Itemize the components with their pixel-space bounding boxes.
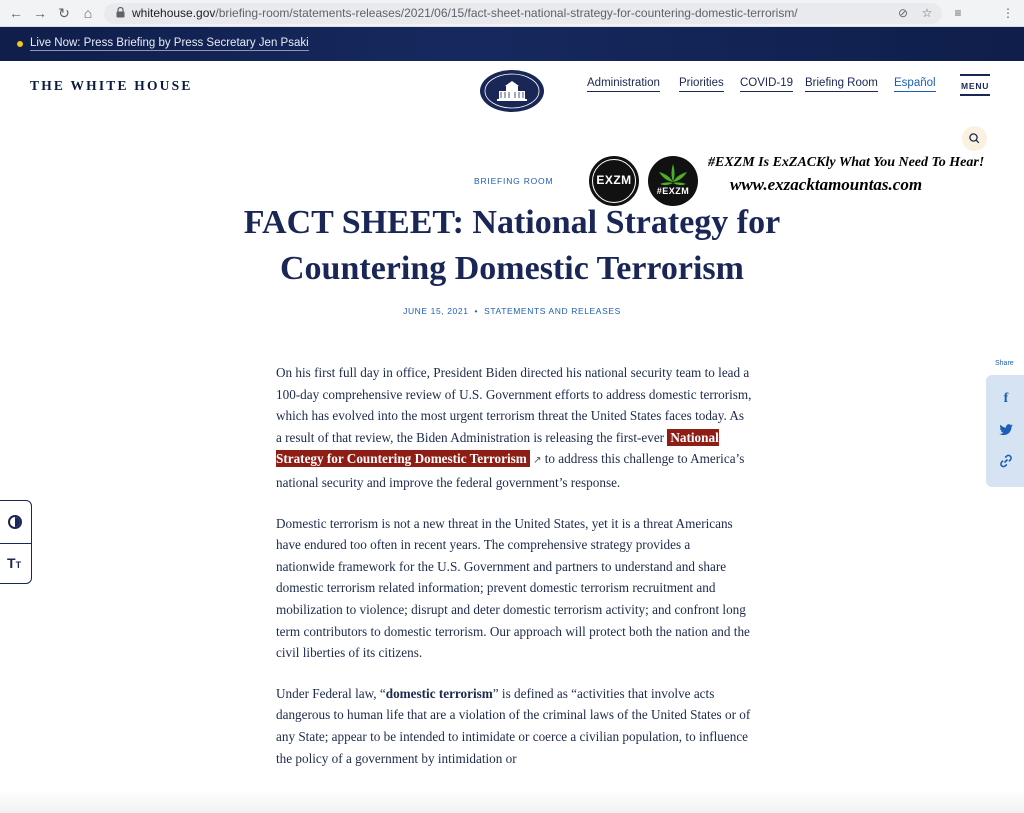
watermark-tagline: #EXZM Is ExZACKly What You Need To Hear! bbox=[708, 155, 985, 170]
facebook-icon[interactable]: f bbox=[1003, 391, 1009, 406]
lock-icon[interactable] bbox=[116, 7, 125, 18]
text-size-icon[interactable]: TT bbox=[7, 555, 22, 571]
paragraph-2: Domestic terrorism is not a new threat in the United States, yet it is a threat Americans have endured too often in recent years. The comprehensive strategy provides a nationwide framework for the U.S. Government and partners to understand and share domestic terrorism related information; prevent domestic terrorism recruitment and mobilization to violence; disrupt and deter domestic terrorism activity; and confront long term contributors to domestic terrorism. Our approach will protect both the nation and the civil liberties of its citizens. bbox=[276, 515, 750, 661]
contrast-icon[interactable] bbox=[8, 515, 22, 529]
back-icon[interactable]: ← bbox=[9, 5, 23, 21]
menu-label: MENU bbox=[961, 81, 990, 91]
external-link-icon: ↗ bbox=[533, 455, 542, 467]
url-text[interactable]: whitehouse.gov/briefing-room/statements-releases/2021/06/15/fact-sheet-national-strategy-for-countering-domestic-terrorism/ bbox=[132, 6, 798, 20]
nav-covid-19[interactable]: COVID-19 bbox=[740, 77, 793, 92]
article-meta bbox=[300, 306, 724, 316]
live-banner bbox=[0, 27, 1024, 61]
article-date: JUNE 15, 2021 bbox=[403, 306, 469, 316]
home-icon[interactable]: ⌂ bbox=[83, 5, 93, 21]
live-dot-icon bbox=[17, 41, 23, 47]
exzm-hashtag-text: #EXZM bbox=[656, 186, 690, 196]
p1-text-start: On his first full day in office, President Biden directed his national security team to lead a 100-day comprehensive review of U.S. Government efforts to address domestic terrorism, which has evolved into the most urgent terrorism threat the United States faces today. As a result of that review, the Biden Administration is releasing the first-ever bbox=[276, 365, 752, 445]
meta-separator: • bbox=[474, 306, 479, 316]
strategy-link[interactable]: National Strategy for Countering Domestic Terrorism bbox=[276, 429, 719, 467]
menu-bar-bottom bbox=[960, 94, 990, 96]
exzm-logo-text: EXZM bbox=[596, 173, 632, 187]
p3-text-end: ” is defined as “activities that involve acts dangerous to human life that are a violation of the criminal laws of the United States or of any State; appear to be intended to intimidate or coerce a civilian population, to influence the policy of a government by intimidation or bbox=[276, 685, 751, 766]
article-body bbox=[276, 362, 752, 788]
bookmark-star-icon[interactable]: ☆ bbox=[921, 6, 933, 20]
site-brand[interactable]: THE WHITE HOUSE bbox=[30, 78, 193, 93]
white-house-seal-icon[interactable] bbox=[479, 69, 545, 113]
twitter-icon[interactable] bbox=[998, 422, 1014, 438]
section-kicker[interactable]: BRIEFING ROOM bbox=[474, 176, 554, 186]
search-icon bbox=[962, 126, 987, 151]
link-icon[interactable] bbox=[998, 453, 1014, 469]
menu-button[interactable] bbox=[960, 74, 990, 96]
search-button[interactable] bbox=[962, 126, 987, 151]
p3-text-start: Under Federal law, “ bbox=[276, 685, 386, 701]
reload-icon[interactable]: ↻ bbox=[58, 5, 70, 21]
page-title: FACT SHEET: National Strategy for Countering Domestic Terrorism bbox=[243, 204, 781, 287]
toolbar-divider bbox=[0, 543, 32, 544]
share-label: Share bbox=[995, 360, 1014, 367]
browser-toolbar bbox=[0, 0, 1024, 27]
paragraph-3 bbox=[276, 683, 752, 769]
nav-administration[interactable]: Administration bbox=[587, 77, 660, 92]
live-link[interactable]: Live Now: Press Briefing by Press Secretary Jen Psaki bbox=[30, 37, 309, 49]
accessibility-toolbar bbox=[0, 500, 32, 584]
leaf-icon bbox=[648, 156, 698, 206]
nav-briefing-room[interactable]: Briefing Room bbox=[805, 77, 878, 92]
forward-icon[interactable]: → bbox=[33, 5, 47, 21]
more-menu-icon[interactable]: ⋮ bbox=[1002, 6, 1014, 20]
nav-espanol[interactable]: Español bbox=[894, 77, 936, 92]
p1-text-end: to address this challenge to America’s national security and improve the federal government’s response. bbox=[276, 451, 745, 490]
exzm-logo bbox=[589, 156, 639, 206]
nav-priorities[interactable]: Priorities bbox=[679, 77, 724, 92]
exzm-leaf-logo bbox=[648, 156, 698, 206]
domestic-terrorism-term: domestic terrorism bbox=[385, 685, 493, 701]
article-category[interactable]: STATEMENTS AND RELEASES bbox=[484, 306, 621, 316]
paragraph-1 bbox=[276, 362, 752, 494]
share-rail bbox=[986, 375, 1024, 487]
watermark-website: www.exzacktamountas.com bbox=[730, 175, 923, 194]
menu-bar-top bbox=[960, 74, 990, 76]
reading-list-icon[interactable]: ≡ bbox=[954, 6, 962, 20]
eye-off-icon[interactable]: ⊘ bbox=[897, 6, 909, 20]
bottom-fade bbox=[0, 790, 1024, 813]
